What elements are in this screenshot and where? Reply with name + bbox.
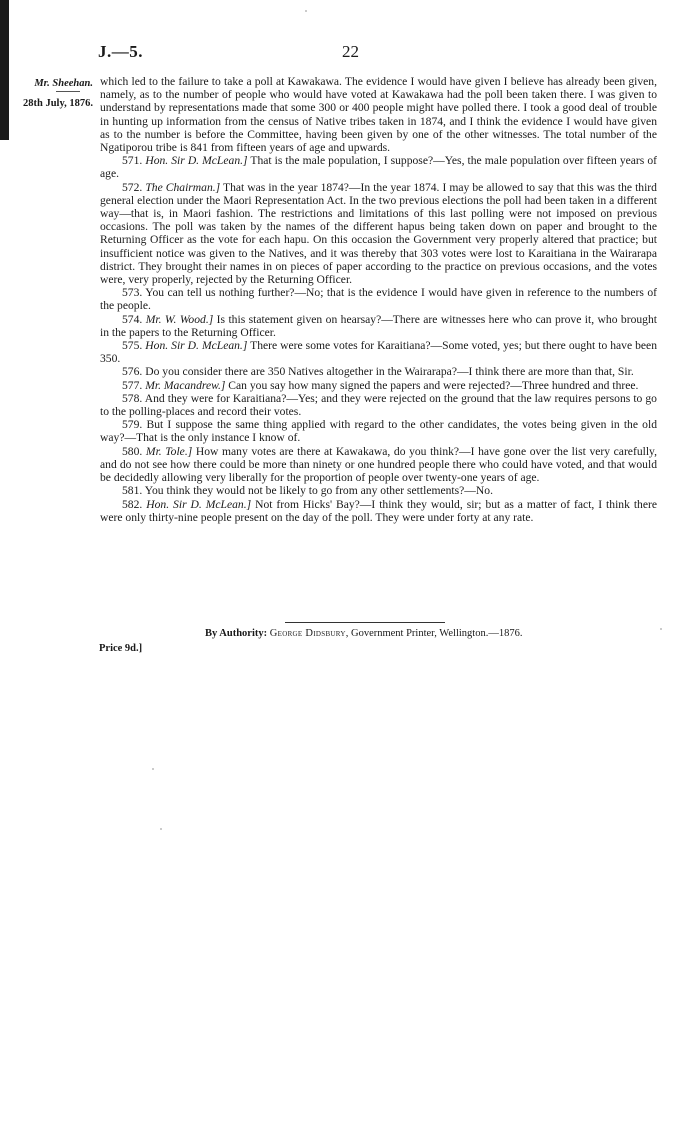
speaker-name: Mr. Macandrew.] xyxy=(145,378,226,392)
authority-label: By Authority: xyxy=(205,628,268,639)
question-number: 571. xyxy=(122,154,143,168)
price-note: Price 9d.] xyxy=(99,643,143,654)
testimony-body xyxy=(100,75,657,524)
question-paragraph xyxy=(100,154,657,180)
scan-speck xyxy=(160,828,162,830)
question-text: Can you say how many signed the papers and were rejected?—Three hundred and three. xyxy=(228,378,639,392)
speaker-name: The Chairman.] xyxy=(145,180,221,194)
printer-imprint xyxy=(205,628,522,639)
question-text: That is the male population, I suppose?—Yes, the male population over fifteen years of age. xyxy=(100,154,657,181)
margin-date: 28th July, 1876. xyxy=(22,98,93,109)
question-text: There were some votes for Karaitiana?—Some voted, yes; but there ought to have been 350. xyxy=(100,339,657,366)
margin-divider xyxy=(56,91,80,92)
question-text: How many votes are there at Kawakawa, do you think?—I have gone over the list very carefully, and do not see how there could be more than ninety or one hundred people there who could have voted, and that would be decidedly allowing very liberally for the proportion of people over twenty-one years of age. xyxy=(100,444,657,485)
question-paragraph xyxy=(100,418,657,444)
scan-speck xyxy=(152,768,154,770)
question-paragraph xyxy=(100,484,657,497)
question-text: You think they would not be likely to go from any other settlements?—No. xyxy=(144,484,493,498)
speaker-name: Mr. Tole.] xyxy=(145,444,193,458)
question-paragraph xyxy=(100,445,657,485)
footer-divider xyxy=(285,622,445,623)
speaker-name: Hon. Sir D. McLean.] xyxy=(146,497,252,511)
question-number: 580. xyxy=(122,444,143,458)
page-number: 22 xyxy=(342,42,359,61)
document-reference: J.—5. xyxy=(98,42,143,61)
question-number: 578. xyxy=(122,391,143,405)
margin-witness-name: Mr. Sheehan. xyxy=(34,78,93,89)
question-number: 577. xyxy=(122,378,143,392)
question-number: 576. xyxy=(122,365,143,379)
question-number: 572. xyxy=(122,180,143,194)
speaker-name: Mr. W. Wood.] xyxy=(145,312,214,326)
question-number: 575. xyxy=(122,339,143,353)
question-number: 581. xyxy=(122,484,143,498)
question-text: Do you consider there are 350 Natives altogether in the Wairarapa?—I think there are more than that, Sir. xyxy=(145,365,634,379)
speaker-name: Hon. Sir D. McLean.] xyxy=(145,154,248,168)
question-text: And they were for Karaitiana?—Yes; and they were rejected on the ground that the law requires persons to go to the polling-places and record their votes. xyxy=(100,391,657,419)
question-number: 574. xyxy=(122,312,143,326)
printer-name: George Didsbury xyxy=(269,628,346,639)
question-paragraph xyxy=(100,339,657,365)
scan-speck xyxy=(305,10,307,12)
speaker-name: Hon. Sir D. McLean.] xyxy=(145,339,248,353)
printer-details: , Government Printer, Wellington.—1876. xyxy=(345,628,523,639)
question-text: But I suppose the same thing applied with regard to the other candidates, the votes being given in the old way?—That is the only instance I know of. xyxy=(100,418,657,445)
scan-edge-bar xyxy=(0,0,9,140)
question-text: Is this statement given on hearsay?—There are witnesses here who can prove it, who brought in the papers to the Returning Officer. xyxy=(100,312,657,339)
question-paragraph xyxy=(100,379,657,392)
question-paragraph xyxy=(100,286,657,312)
question-number: 573. xyxy=(122,286,143,300)
question-text: Not from Hicks' Bay?—I think they would, sir; but as a matter of fact, I think there were only thirty-nine people present on the day of the poll. They were under forty at any rate. xyxy=(100,497,658,524)
question-number: 579. xyxy=(122,418,143,432)
question-list xyxy=(100,154,657,524)
question-paragraph xyxy=(100,313,657,339)
question-paragraph xyxy=(100,498,657,524)
scan-speck xyxy=(660,628,662,630)
question-paragraph xyxy=(100,392,657,418)
question-text: That was in the year 1874?—In the year 1874. I may be allowed to say that this was the third general election under the Maori Representation Act. In the two previous elections the poll had been taken in a different way—that is, in Maori fashion. The restrictions and limitations of this last polling were not imposed on previous occasions. The poll was taken by the names of the different hapus being taken down on paper and brought to the Returning Officer as the vote for each hapu. On this occasion the Government very properly altered that practice; but insufficient notice was given to the Natives, and it was thereby that 303 votes were lost to Karaitiana in the Wairarapa district. They brought their names in on pieces of paper according to the practice on previous occasions, and the votes were, very properly, rejected by the Returning Officer. xyxy=(100,180,657,287)
opening-paragraph: which led to the failure to take a poll at Kawakawa. The evidence I would have given I believe has already been given, namely, as to the number of people who would have voted at Kawakawa had the poll been taken there. I was given to understand by representations made that some 300 or 400 people might have polled there. I took a good deal of trouble in hunting up information from the census of Native tribes taken in 1874, and I think the evidence I would have given as to the number is before the Committee, having been given by one of the other witnesses. The total number of the Ngatiporou tribe is 841 from fifteen years of age and upwards. xyxy=(100,75,657,155)
question-number: 582. xyxy=(122,497,143,511)
question-paragraph xyxy=(100,365,657,378)
question-paragraph xyxy=(100,181,657,287)
question-text: You can tell us nothing further?—No; that is the evidence I would have given in reference to the numbers of the people. xyxy=(100,286,657,313)
